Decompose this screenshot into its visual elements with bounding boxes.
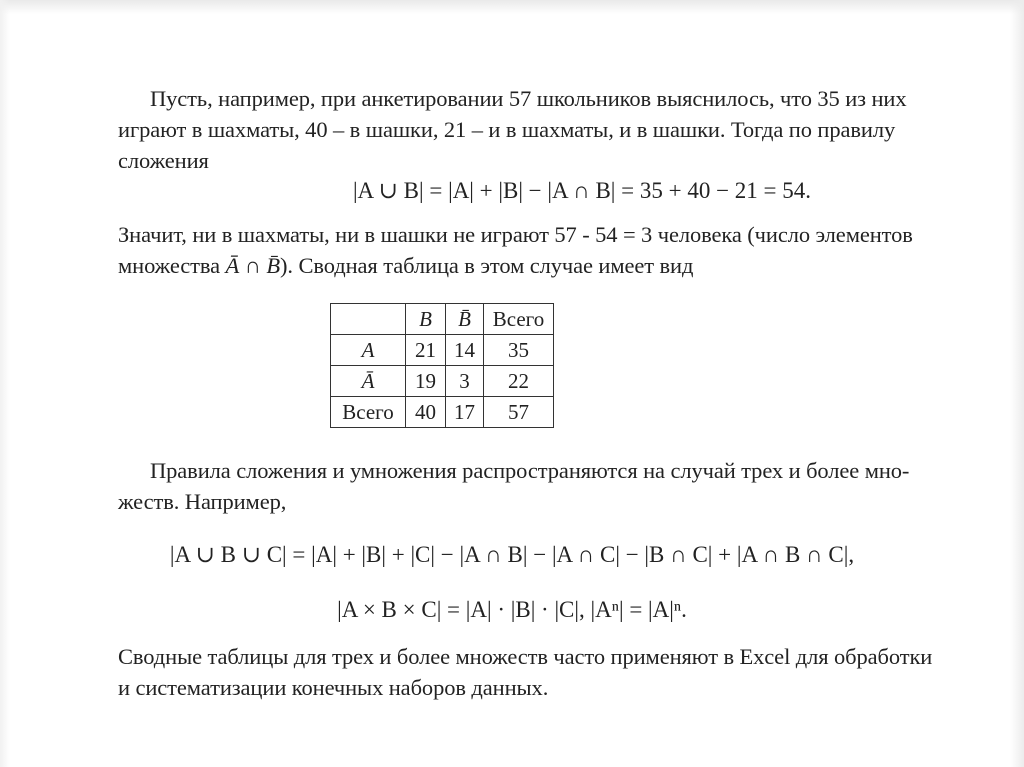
table-cell: 17 (446, 397, 484, 428)
paragraph-conclusion-line-2 (118, 250, 938, 281)
table-row-label: Всего (331, 397, 406, 428)
paragraph-rules-line-2: жеств. Например, (118, 489, 287, 514)
slide-shadow-left (0, 0, 10, 767)
summary-table (330, 303, 554, 428)
table-cell: 14 (446, 335, 484, 366)
paragraph-excel-line-1: Сводные таблицы для трех и более множеств часто применяют в Excel для обработки (118, 644, 933, 669)
table-header-row (331, 304, 554, 335)
paragraph-conclusion-line-2-end: ). Сводная таблица в этом случае имеет вид (280, 253, 694, 278)
table-cell: 19 (406, 366, 446, 397)
formula-cartesian-product: |A × B × C| = |A| · |B| · |C|, |Aⁿ| = |A|ⁿ. (337, 597, 687, 622)
paragraph-excel-line-2: и систематизации конечных наборов данных. (118, 675, 549, 700)
table-row (331, 335, 554, 366)
slide-shadow-right (1010, 0, 1024, 767)
paragraph-rules-line-1: Правила сложения и умножения распространяются на случай трех и более мно- (150, 458, 910, 483)
paragraph-survey (118, 83, 938, 176)
table-header-cell: B (406, 304, 446, 335)
formula-union-two-sets: |A ∪ B| = |A| + |B| − |A ∩ B| = 35 + 40 − 21 = 54. (352, 178, 812, 203)
table-header-cell: B̄ (446, 304, 484, 335)
paragraph-excel (118, 641, 938, 703)
paragraph-conclusion-line-1: Значит, ни в шахматы, ни в шашки не играют 57 - 54 = 3 человека (число элементов (118, 222, 913, 247)
paragraph-survey-line-2: играют в шахматы, 40 – в шашки, 21 – и в шахматы, и в шашки. Тогда по правилу (118, 117, 896, 142)
formula-union-three-sets: |A ∪ B ∪ C| = |A| + |B| + |C| − |A ∩ B| − |A ∩ C| − |B ∩ C| + |A ∩ B ∩ C|, (169, 542, 855, 567)
table-cell: 21 (406, 335, 446, 366)
paragraph-survey-line-3: сложения (118, 148, 209, 173)
paragraph-conclusion (118, 219, 938, 281)
table-cell: 35 (484, 335, 554, 366)
table-cell: 22 (484, 366, 554, 397)
table-cell: 40 (406, 397, 446, 428)
table-row-label: A (331, 335, 406, 366)
table-header-cell (331, 304, 406, 335)
table-row (331, 366, 554, 397)
table-cell: 57 (484, 397, 554, 428)
table-header-cell: Всего (484, 304, 554, 335)
complement-intersection-expression: Ā ∩ B̄ (225, 253, 281, 278)
paragraph-rules (118, 455, 938, 517)
table-row (331, 397, 554, 428)
paragraph-survey-line-1: Пусть, например, при анкетировании 57 школьников выяснилось, что 35 из них (150, 86, 907, 111)
table-row-label: Ā (331, 366, 406, 397)
paragraph-conclusion-line-2-start: множества (118, 253, 226, 278)
slide-shadow-top (0, 0, 1024, 14)
table-cell: 3 (446, 366, 484, 397)
